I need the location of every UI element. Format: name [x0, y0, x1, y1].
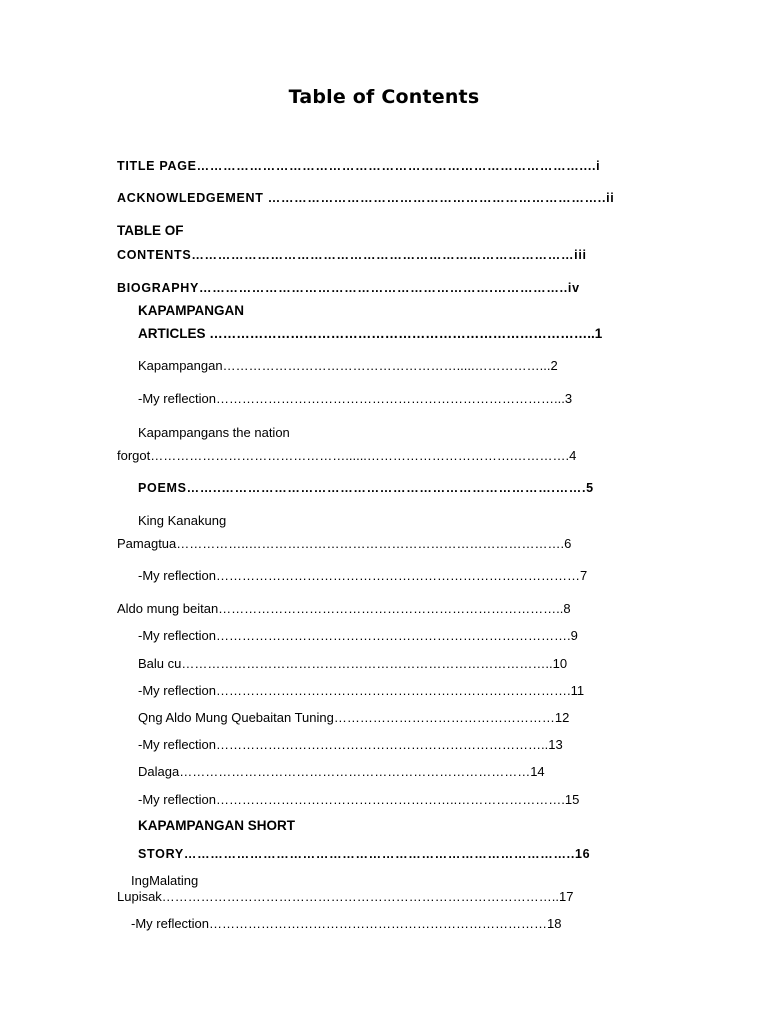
toc-entry-nation-forgot-line2: forgot………………………………………......…………………………….………….4	[117, 448, 577, 463]
toc-entry-reflection-7: -My reflection…………………………………………………………………………7	[138, 568, 588, 583]
toc-entry-lupisak: Lupisak………………………………………………………………………………..17	[117, 889, 574, 904]
toc-entry-biography: BIOGRAPHY………………………………………………………….……………..iv	[117, 281, 580, 295]
toc-entry-king-kanakung: King Kanakung	[138, 513, 227, 528]
toc-entry-table-of: TABLE OF	[117, 223, 184, 238]
toc-entry-aldo-mung-beitan: Aldo mung beitan……………………………………………………………………..8	[117, 601, 571, 616]
toc-entry-ingmalating: IngMalating	[131, 873, 199, 888]
toc-entry-dalaga: Dalaga………………………………………………………………………14	[138, 764, 545, 779]
toc-entry-pamagtua: Pamagtua……………..……………………………………………………………….6	[117, 536, 572, 551]
toc-entry-kapampangan-heading: KAPAMPANGAN	[138, 303, 244, 318]
page-title: Table of Contents	[288, 86, 480, 108]
toc-entry-story: STORY……………………………………………………………………………..16	[138, 847, 591, 861]
toc-entry-reflection-18: -My reflection……………………………………………………………………18	[131, 916, 562, 931]
toc-entry-short-story-heading: KAPAMPANGAN SHORT	[138, 818, 295, 833]
toc-entry-reflection-13: -My reflection…………………………………………………………………..13	[138, 737, 563, 752]
toc-entry-reflection-15: -My reflection………………………………………………..…………………….15	[138, 792, 580, 807]
toc-entry-articles: ARTICLES …………………………………………………………………………..1	[138, 326, 603, 341]
toc-entry-reflection-11: -My reflection……………………………………………………………………….11	[138, 683, 585, 698]
toc-entry-reflection-3: -My reflection……………………………………………………………………...3	[138, 391, 573, 406]
toc-entry-nation-forgot-line1: Kapampangans the nation	[138, 425, 290, 440]
toc-entry-kapampangan: Kapampangan……………………………………………….....……………...2	[138, 358, 558, 373]
toc-entry-acknowledgement: ACKNOWLEDGEMENT …………………………………………………………………..ii	[117, 191, 615, 205]
toc-entry-contents: CONTENTS……………………………………………………………………………iii	[117, 248, 587, 262]
toc-entry-reflection-9: -My reflection……………………………………………………………………….9	[138, 628, 578, 643]
toc-entry-poems: POEMS……..………………………………………………………………….…….5	[138, 481, 594, 495]
toc-entry-balu-cu: Balu cu…………………………………………………………………………..10	[138, 656, 568, 671]
toc-entry-title-page: TITLE PAGE……………………………………………………………………………....i	[117, 159, 601, 173]
toc-entry-qng-aldo: Qng Aldo Mung Quebaitan Tuning……………………………………………12	[138, 710, 570, 725]
